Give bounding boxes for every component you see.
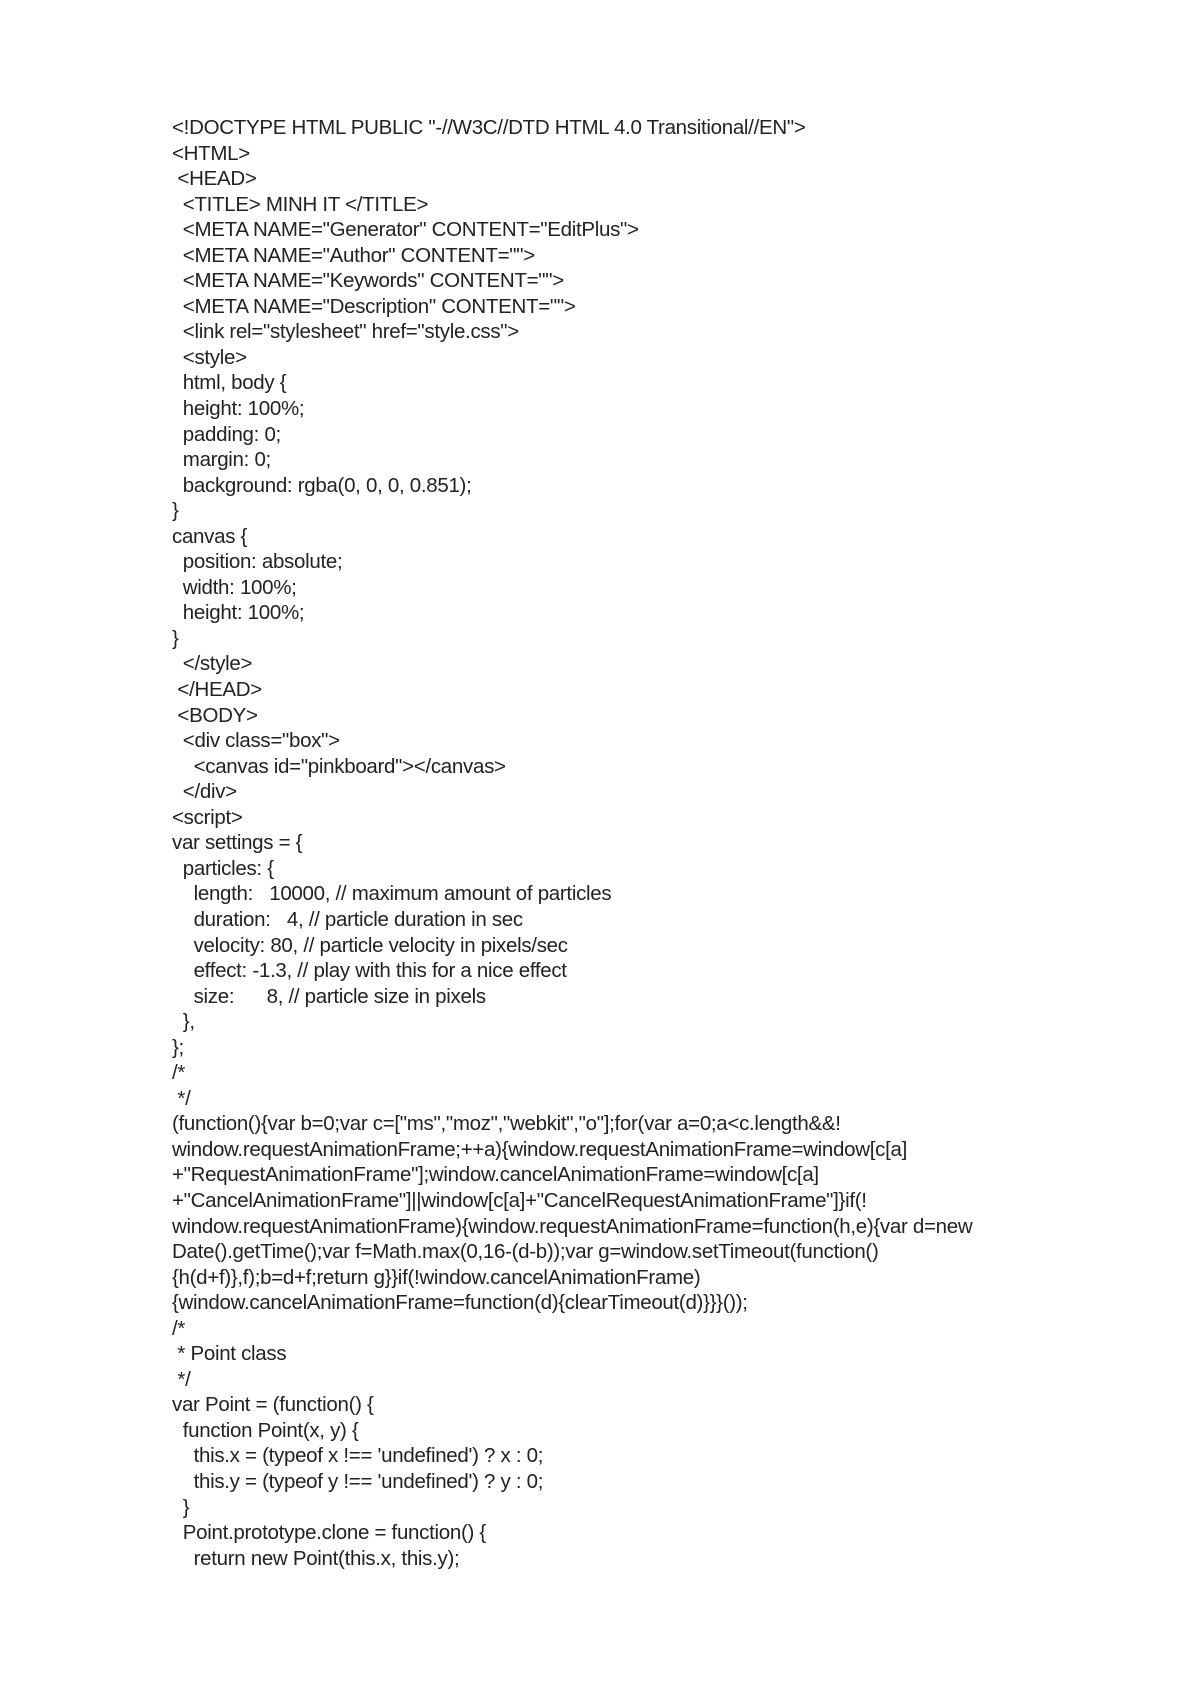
code-line: },: [172, 1010, 195, 1034]
code-line: (function(){var b=0;var c=["ms","moz","webkit","o"];for(var a=0;a<c.length&&!: [172, 1112, 841, 1136]
code-line: this.y = (typeof y !== 'undefined') ? y : 0;: [172, 1469, 544, 1493]
code-line: }: [172, 626, 179, 650]
code-line: <META NAME="Description" CONTENT="">: [172, 294, 576, 318]
code-line: */: [172, 1367, 191, 1391]
code-line: duration: 4, // particle duration in sec: [172, 907, 523, 931]
code-line: width: 100%;: [172, 575, 297, 599]
code-line: <TITLE> MINH IT </TITLE>: [172, 192, 429, 216]
code-line: <HTML>: [172, 141, 250, 165]
code-line: size: 8, // particle size in pixels: [172, 984, 486, 1008]
code-line: };: [172, 1035, 184, 1059]
code-line: <META NAME="Author" CONTENT="">: [172, 243, 535, 267]
code-line: margin: 0;: [172, 448, 271, 472]
code-line: <style>: [172, 345, 247, 369]
code-line: padding: 0;: [172, 422, 281, 446]
code-line: <canvas id="pinkboard"></canvas>: [172, 754, 506, 778]
code-line: height: 100%;: [172, 397, 305, 421]
code-line: particles: {: [172, 856, 274, 880]
code-line: var Point = (function() {: [172, 1393, 374, 1417]
code-line: }: [172, 499, 179, 523]
code-line: <META NAME="Keywords" CONTENT="">: [172, 269, 564, 293]
code-line: <script>: [172, 805, 243, 829]
code-line: length: 10000, // maximum amount of particles: [172, 882, 612, 906]
code-line: <HEAD>: [172, 167, 257, 191]
code-line: var settings = {: [172, 831, 303, 855]
code-line: window.requestAnimationFrame){window.requestAnimationFrame=function(h,e){var d=new: [172, 1214, 973, 1238]
code-line: </div>: [172, 780, 237, 804]
code-line: this.x = (typeof x !== 'undefined') ? x : 0;: [172, 1444, 544, 1468]
code-line: function Point(x, y) {: [172, 1418, 359, 1442]
code-line: Date().getTime();var f=Math.max(0,16-(d-b));var g=window.setTimeout(function(): [172, 1240, 879, 1264]
code-listing: [172, 115, 1132, 1571]
code-line: +"RequestAnimationFrame"];window.cancelAnimationFrame=window[c[a]: [172, 1163, 819, 1187]
code-line: window.requestAnimationFrame;++a){window.requestAnimationFrame=window[c[a]: [172, 1137, 907, 1161]
code-line: html, body {: [172, 371, 287, 395]
code-line: {h(d+f)},f);b=d+f;return g}}if(!window.cancelAnimationFrame): [172, 1265, 701, 1289]
code-line: height: 100%;: [172, 601, 305, 625]
code-line: <META NAME="Generator" CONTENT="EditPlus">: [172, 218, 639, 242]
code-line: */: [172, 1086, 191, 1110]
code-line: <link rel="stylesheet" href="style.css">: [172, 320, 519, 344]
code-line: canvas {: [172, 524, 248, 548]
code-line: Point.prototype.clone = function() {: [172, 1521, 486, 1545]
code-line: /*: [172, 1061, 186, 1085]
code-line: {window.cancelAnimationFrame=function(d){clearTimeout(d)}}}());: [172, 1291, 748, 1315]
code-line: position: absolute;: [172, 550, 343, 574]
code-line: background: rgba(0, 0, 0, 0.851);: [172, 473, 472, 497]
code-line: <div class="box">: [172, 729, 340, 753]
code-line: </style>: [172, 652, 253, 676]
code-line: </HEAD>: [172, 678, 262, 702]
code-line: * Point class: [172, 1342, 287, 1366]
code-line: return new Point(this.x, this.y);: [172, 1546, 460, 1570]
code-line: effect: -1.3, // play with this for a nice effect: [172, 959, 567, 983]
code-line: }: [172, 1495, 190, 1519]
code-line: <BODY>: [172, 703, 258, 727]
code-line: +"CancelAnimationFrame"]||window[c[a]+"CancelRequestAnimationFrame"]}if(!: [172, 1188, 867, 1212]
code-line: <!DOCTYPE HTML PUBLIC "-//W3C//DTD HTML 4.0 Transitional//EN">: [172, 116, 806, 139]
code-line: velocity: 80, // particle velocity in pixels/sec: [172, 933, 568, 957]
code-line: /*: [172, 1316, 186, 1340]
